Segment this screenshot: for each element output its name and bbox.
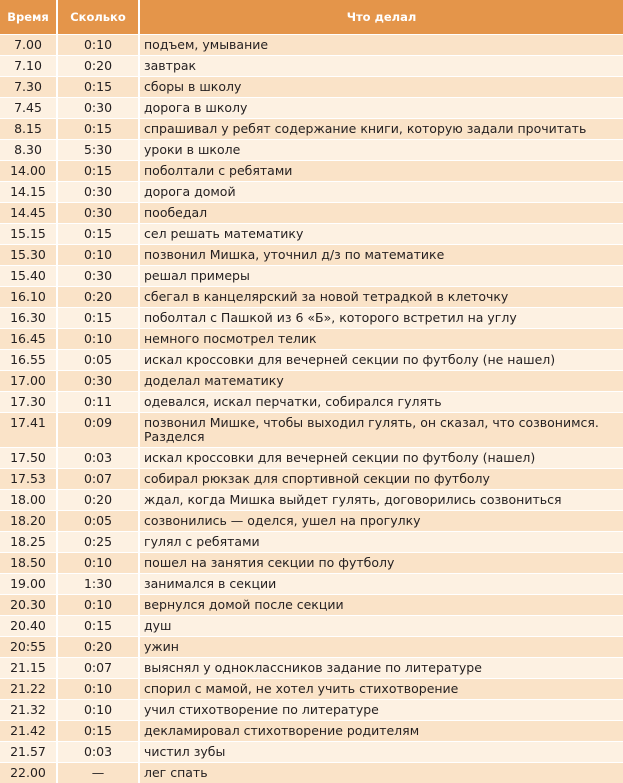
cell-activity: дорога домой	[140, 181, 623, 202]
cell-time: 8.15	[0, 118, 58, 139]
cell-time: 8.30	[0, 139, 58, 160]
cell-activity: спорил с мамой, не хотел учить стихотворение	[140, 678, 623, 699]
cell-time: 21.57	[0, 741, 58, 762]
cell-time: 15.30	[0, 244, 58, 265]
cell-duration: 5:30	[58, 139, 140, 160]
table-row	[0, 412, 623, 447]
cell-time: 15.40	[0, 265, 58, 286]
table-row	[0, 265, 623, 286]
cell-duration: 0:10	[58, 34, 140, 55]
table-row	[0, 349, 623, 370]
cell-duration: 1:30	[58, 573, 140, 594]
cell-activity: позвонил Мишке, чтобы выходил гулять, он сказал, что созвонимся. Разделся	[140, 412, 623, 447]
cell-activity: сел решать математику	[140, 223, 623, 244]
cell-time: 21.32	[0, 699, 58, 720]
cell-activity: декламировал стихотворение родителям	[140, 720, 623, 741]
table-row	[0, 489, 623, 510]
cell-time: 15.15	[0, 223, 58, 244]
cell-duration: 0:15	[58, 223, 140, 244]
cell-time: 19.00	[0, 573, 58, 594]
cell-time: 16.55	[0, 349, 58, 370]
table-row	[0, 762, 623, 783]
cell-duration: 0:10	[58, 594, 140, 615]
cell-time: 7.00	[0, 34, 58, 55]
cell-activity: собирал рюкзак для спортивной секции по футболу	[140, 468, 623, 489]
cell-time: 14.15	[0, 181, 58, 202]
cell-activity: сбегал в канцелярский за новой тетрадкой в клеточку	[140, 286, 623, 307]
cell-time: 17.53	[0, 468, 58, 489]
cell-activity: искал кроссовки для вечерней секции по футболу (нашел)	[140, 447, 623, 468]
cell-activity: завтрак	[140, 55, 623, 76]
cell-time: 17.41	[0, 412, 58, 447]
table-row	[0, 741, 623, 762]
cell-activity: позвонил Мишка, уточнил д/з по математике	[140, 244, 623, 265]
cell-time: 18.25	[0, 531, 58, 552]
col-header-activity: Что делал	[140, 0, 623, 34]
cell-duration: 0:30	[58, 370, 140, 391]
table-row	[0, 636, 623, 657]
cell-time: 22.00	[0, 762, 58, 783]
table-header	[0, 0, 623, 34]
cell-activity: учил стихотворение по литературе	[140, 699, 623, 720]
cell-duration: 0:10	[58, 244, 140, 265]
table-row	[0, 202, 623, 223]
cell-activity: выяснял у одноклассников задание по литературе	[140, 657, 623, 678]
cell-duration: 0:20	[58, 636, 140, 657]
cell-duration: 0:03	[58, 741, 140, 762]
cell-duration: 0:10	[58, 678, 140, 699]
cell-activity: созвонились — оделся, ушел на прогулку	[140, 510, 623, 531]
cell-duration: 0:20	[58, 286, 140, 307]
cell-time: 17.30	[0, 391, 58, 412]
cell-duration: 0:15	[58, 720, 140, 741]
cell-duration: 0:09	[58, 412, 140, 447]
table-row	[0, 678, 623, 699]
col-header-time: Время	[0, 0, 58, 34]
cell-duration: 0:10	[58, 699, 140, 720]
cell-time: 18.50	[0, 552, 58, 573]
cell-duration: 0:20	[58, 489, 140, 510]
cell-time: 18.20	[0, 510, 58, 531]
cell-time: 20.40	[0, 615, 58, 636]
cell-activity: ждал, когда Мишка выйдет гулять, договорились созвониться	[140, 489, 623, 510]
cell-duration: 0:05	[58, 510, 140, 531]
cell-activity: спрашивал у ребят содержание книги, которую задали прочитать	[140, 118, 623, 139]
cell-duration: 0:20	[58, 55, 140, 76]
cell-activity: решал примеры	[140, 265, 623, 286]
table-row	[0, 510, 623, 531]
cell-activity: занимался в секции	[140, 573, 623, 594]
table-row	[0, 447, 623, 468]
table-row	[0, 307, 623, 328]
table-row	[0, 286, 623, 307]
cell-time: 16.45	[0, 328, 58, 349]
cell-duration: 0:07	[58, 657, 140, 678]
cell-duration: 0:10	[58, 552, 140, 573]
table-row	[0, 699, 623, 720]
table-row	[0, 160, 623, 181]
cell-activity: подъем, умывание	[140, 34, 623, 55]
cell-activity: вернулся домой после секции	[140, 594, 623, 615]
table-row	[0, 531, 623, 552]
cell-duration: —	[58, 762, 140, 783]
cell-time: 14.00	[0, 160, 58, 181]
cell-duration: 0:07	[58, 468, 140, 489]
cell-duration: 0:05	[58, 349, 140, 370]
cell-time: 20.30	[0, 594, 58, 615]
cell-duration: 0:30	[58, 97, 140, 118]
table-row	[0, 223, 623, 244]
cell-activity: лег спать	[140, 762, 623, 783]
cell-duration: 0:15	[58, 307, 140, 328]
cell-time: 18.00	[0, 489, 58, 510]
cell-activity: гулял с ребятами	[140, 531, 623, 552]
cell-duration: 0:15	[58, 160, 140, 181]
table-row	[0, 181, 623, 202]
cell-time: 7.45	[0, 97, 58, 118]
cell-activity: душ	[140, 615, 623, 636]
table-row	[0, 573, 623, 594]
table-row	[0, 552, 623, 573]
cell-time: 16.30	[0, 307, 58, 328]
table-row	[0, 720, 623, 741]
cell-activity: искал кроссовки для вечерней секции по футболу (не нашел)	[140, 349, 623, 370]
cell-time: 17.50	[0, 447, 58, 468]
cell-time: 14.45	[0, 202, 58, 223]
table-row	[0, 76, 623, 97]
cell-time: 7.30	[0, 76, 58, 97]
cell-activity: пообедал	[140, 202, 623, 223]
cell-time: 21.15	[0, 657, 58, 678]
table-row	[0, 657, 623, 678]
cell-time: 21.22	[0, 678, 58, 699]
cell-time: 17.00	[0, 370, 58, 391]
table-row	[0, 391, 623, 412]
cell-activity: дорога в школу	[140, 97, 623, 118]
cell-activity: уроки в школе	[140, 139, 623, 160]
cell-activity: чистил зубы	[140, 741, 623, 762]
cell-time: 20:55	[0, 636, 58, 657]
cell-duration: 0:25	[58, 531, 140, 552]
cell-duration: 0:11	[58, 391, 140, 412]
cell-duration: 0:10	[58, 328, 140, 349]
table-row	[0, 244, 623, 265]
cell-activity: ужин	[140, 636, 623, 657]
cell-activity: пошел на занятия секции по футболу	[140, 552, 623, 573]
table-row	[0, 97, 623, 118]
cell-time: 7.10	[0, 55, 58, 76]
table-row	[0, 139, 623, 160]
cell-time: 21.42	[0, 720, 58, 741]
cell-activity: поболтали с ребятами	[140, 160, 623, 181]
cell-duration: 0:15	[58, 76, 140, 97]
table-row	[0, 615, 623, 636]
table-row	[0, 594, 623, 615]
cell-duration: 0:15	[58, 615, 140, 636]
cell-activity: одевался, искал перчатки, собирался гулять	[140, 391, 623, 412]
table-row	[0, 468, 623, 489]
cell-time: 16.10	[0, 286, 58, 307]
table-row	[0, 34, 623, 55]
table-row	[0, 118, 623, 139]
cell-activity: доделал математику	[140, 370, 623, 391]
table-row	[0, 370, 623, 391]
cell-duration: 0:30	[58, 202, 140, 223]
cell-duration: 0:30	[58, 181, 140, 202]
table-row	[0, 328, 623, 349]
cell-activity: поболтал с Пашкой из 6 «Б», которого встретил на углу	[140, 307, 623, 328]
cell-activity: немного посмотрел телик	[140, 328, 623, 349]
cell-activity: сборы в школу	[140, 76, 623, 97]
cell-duration: 0:03	[58, 447, 140, 468]
col-header-duration: Сколько	[58, 0, 140, 34]
cell-duration: 0:30	[58, 265, 140, 286]
table-row	[0, 55, 623, 76]
cell-duration: 0:15	[58, 118, 140, 139]
